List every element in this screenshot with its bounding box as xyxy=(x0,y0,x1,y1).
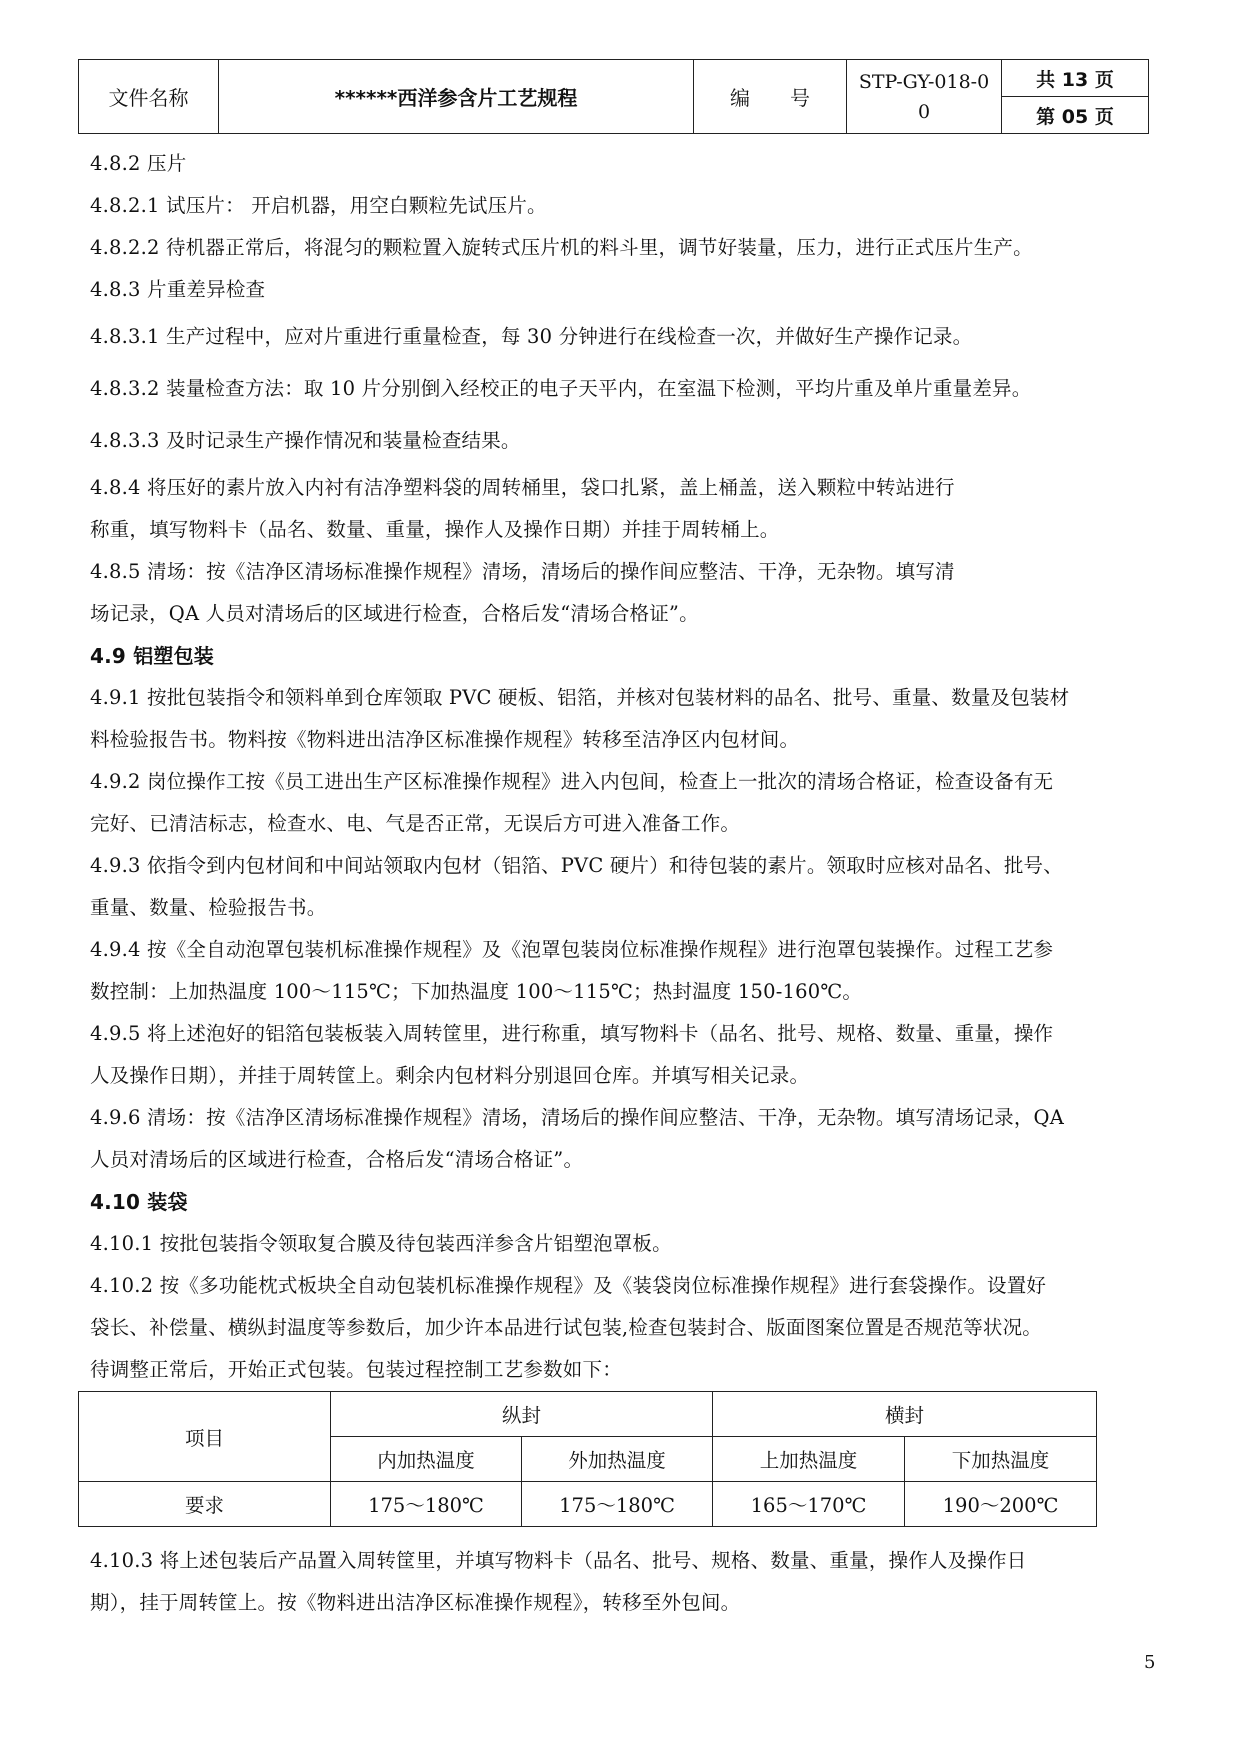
section-heading: 4.9 铝塑包装 xyxy=(90,644,214,668)
text-line: 4.8.4 将压好的素片放入内衬有洁净塑料袋的周转桶里，袋口扎紧，盖上桶盖，送入颗粒中转站进行 xyxy=(90,476,955,499)
item-header: 项目 xyxy=(79,1392,331,1482)
upper-heat-header: 上加热温度 xyxy=(713,1437,905,1482)
document-body xyxy=(90,143,1162,1391)
number-label: 编 号 xyxy=(694,60,847,134)
text-line: 4.8.2.1 试压片： 开启机器，用空白颗粒先试压片。 xyxy=(90,194,547,217)
text-line: 数控制：上加热温度 100～115℃；下加热温度 100～115℃；热封温度 150-160℃。 xyxy=(90,980,863,1003)
inner-heat-header: 内加热温度 xyxy=(331,1437,522,1482)
text-line: 4.8.3 片重差异检查 xyxy=(90,278,266,301)
lower-heat-value: 190～200℃ xyxy=(905,1482,1097,1527)
current-page: 第 05 页 xyxy=(1002,97,1149,134)
text-line: 4.9.2 岗位操作工按《员工进出生产区标准操作规程》进入内包间，检查上一批次的清场合格证，检查设备有无 xyxy=(90,770,1054,793)
text-line: 4.8.5 清场：按《洁净区清场标准操作规程》清场，清场后的操作间应整洁、干净，无杂物。填写清 xyxy=(90,560,955,583)
document-body-continued xyxy=(90,1540,1162,1624)
section-heading: 4.10 装袋 xyxy=(90,1190,188,1214)
text-line: 人员对清场后的区域进行检查，合格后发“清场合格证”。 xyxy=(90,1148,584,1171)
document-header-table xyxy=(78,59,1149,134)
text-line: 料检验报告书。物料按《物料进出洁净区标准操作规程》转移至洁净区内包材间。 xyxy=(90,728,800,751)
text-line: 4.10.3 将上述包装后产品置入周转筐里，并填写物料卡（品名、批号、规格、数量、重量，操作人及操作日 xyxy=(90,1549,1027,1572)
text-line: 4.9.6 清场：按《洁净区清场标准操作规程》清场，清场后的操作间应整洁、干净，无杂物。填写清场记录，QA xyxy=(90,1106,1064,1129)
text-line: 人及操作日期），并挂于周转筐上。剩余内包材料分别退回仓库。并填写相关记录。 xyxy=(90,1064,810,1087)
transverse-seal-header: 横封 xyxy=(713,1392,1097,1437)
sealing-parameter-table xyxy=(78,1391,1097,1527)
text-line: 4.8.3.2 装量检查方法：取 10 片分别倒入经校正的电子天平内，在室温下检测，平均片重及单片重量差异。 xyxy=(90,377,1032,400)
text-line: 期），挂于周转筐上。按《物料进出洁净区标准操作规程》，转移至外包间。 xyxy=(90,1591,741,1614)
page-number: 5 xyxy=(1144,1652,1156,1673)
text-line: 4.8.2 压片 xyxy=(90,152,187,175)
longitudinal-seal-header: 纵封 xyxy=(331,1392,713,1437)
file-name-label: 文件名称 xyxy=(79,60,219,134)
text-line: 4.9.1 按批包装指令和领料单到仓库领取 PVC 硬板、铝箔，并核对包装材料的品名、批号、重量、数量及包装材 xyxy=(90,686,1070,709)
text-line: 4.8.3.1 生产过程中，应对片重进行重量检查，每 30 分钟进行在线检查一次，并做好生产操作记录。 xyxy=(90,325,973,348)
text-line: 4.9.4 按《全自动泡罩包装机标准操作规程》及《泡罩包装岗位标准操作规程》进行泡罩包装操作。过程工艺参 xyxy=(90,938,1054,961)
inner-heat-value: 175～180℃ xyxy=(331,1482,522,1527)
document-title: ******西洋参含片工艺规程 xyxy=(219,60,694,134)
outer-heat-header: 外加热温度 xyxy=(522,1437,713,1482)
outer-heat-value: 175～180℃ xyxy=(522,1482,713,1527)
text-line: 待调整正常后，开始正式包装。包装过程控制工艺参数如下： xyxy=(90,1358,622,1381)
total-pages: 共 13 页 xyxy=(1002,60,1149,97)
text-line: 4.9.5 将上述泡好的铝箔包装板装入周转筐里，进行称重，填写物料卡（品名、批号、规格、数量、重量，操作 xyxy=(90,1022,1054,1045)
lower-heat-header: 下加热温度 xyxy=(905,1437,1097,1482)
text-line: 场记录，QA 人员对清场后的区域进行检查，合格后发“清场合格证”。 xyxy=(90,602,699,625)
text-line: 完好、已清洁标志，检查水、电、气是否正常，无误后方可进入准备工作。 xyxy=(90,812,741,835)
text-line: 重量、数量、检验报告书。 xyxy=(90,896,327,919)
document-code: STP-GY-018-00 xyxy=(847,60,1002,134)
text-line: 4.8.2.2 待机器正常后，将混匀的颗粒置入旋转式压片机的料斗里，调节好装量，压力，进行正式压片生产。 xyxy=(90,236,1033,259)
text-line: 4.10.1 按批包装指令领取复合膜及待包装西洋参含片铝塑泡罩板。 xyxy=(90,1232,672,1255)
text-line: 称重，填写物料卡（品名、数量、重量，操作人及操作日期）并挂于周转桶上。 xyxy=(90,518,780,541)
requirement-label: 要求 xyxy=(79,1482,331,1527)
text-line: 4.8.3.3 及时记录生产操作情况和装量检查结果。 xyxy=(90,429,521,452)
text-line: 4.9.3 依指令到内包材间和中间站领取内包材（铝箔、PVC 硬片）和待包装的素片。领取时应核对品名、批号、 xyxy=(90,854,1063,877)
text-line: 4.10.2 按《多功能枕式板块全自动包装机标准操作规程》及《装袋岗位标准操作规程》进行套袋操作。设置好 xyxy=(90,1274,1047,1297)
text-line: 袋长、补偿量、横纵封温度等参数后，加少许本品进行试包装,检查包装封合、版面图案位置是否规范等状况。 xyxy=(90,1316,1042,1339)
upper-heat-value: 165～170℃ xyxy=(713,1482,905,1527)
